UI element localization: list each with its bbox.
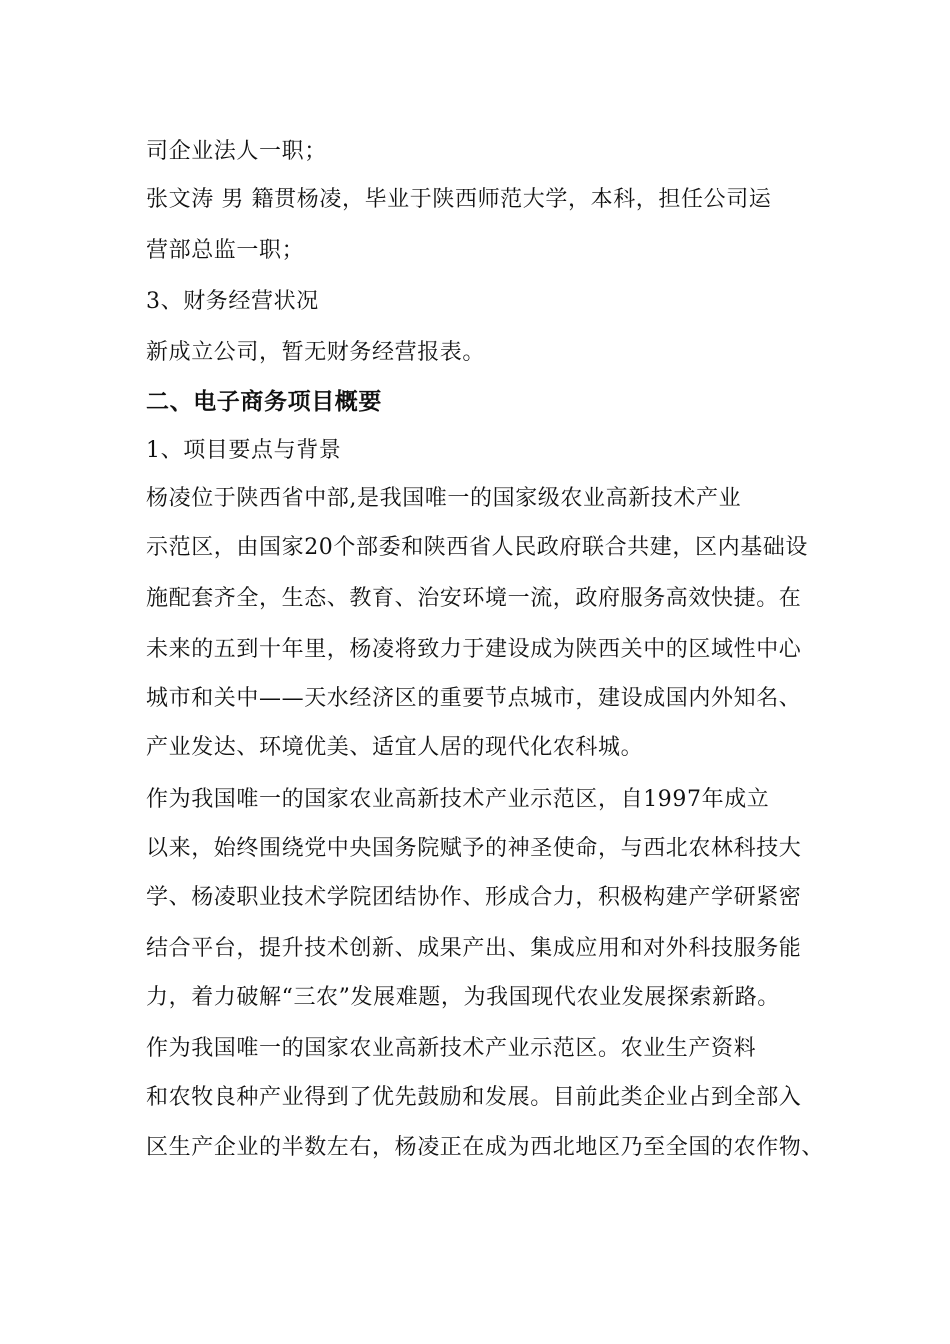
- text-line: 以来，始终围绕党中央国务院赋予的神圣使命，与西北农林科技大: [146, 836, 802, 861]
- text-line: 区生产企业的半数左右，杨凌正在成为西北地区乃至全国的农作物、: [146, 1135, 825, 1160]
- text-line: 营部总监一职；: [146, 238, 305, 263]
- text-line: 未来的五到十年里，杨凌将致力于建设成为陕西关中的区域性中心: [146, 637, 802, 662]
- text-line: 3、财务经营状况: [146, 289, 319, 314]
- text-line: 力，着力破解“三农”发展难题，为我国现代农业发展探索新路。: [146, 985, 780, 1010]
- text-line: 和农牧良种产业得到了优先鼓励和发展。目前此类企业占到全部入: [146, 1085, 802, 1110]
- text-line: 产业发达、环境优美、适宜人居的现代化农科城。: [146, 735, 644, 760]
- subsection-heading: 1、项目要点与背景: [146, 438, 342, 463]
- text-line: 城市和关中——天水经济区的重要节点城市，建设成国内外知名、: [146, 686, 802, 711]
- text-line: 司企业法人一职；: [146, 139, 327, 164]
- text-line: 示范区，由国家20个部委和陕西省人民政府联合共建，区内基础设: [146, 535, 808, 560]
- text-line: 新成立公司，暂无财务经营报表。: [146, 340, 486, 365]
- text-line: 施配套齐全，生态、教育、治安环境一流，政府服务高效快捷。在: [146, 586, 802, 611]
- text-line: 杨凌位于陕西省中部,是我国唯一的国家级农业高新技术产业: [146, 486, 742, 511]
- text-line: 作为我国唯一的国家农业高新技术产业示范区，自1997年成立: [146, 787, 770, 812]
- text-line: 学、杨凌职业技术学院团结协作、形成合力，积极构建产学研紧密: [146, 885, 802, 910]
- text-line: 张文涛 男 籍贯杨凌，毕业于陕西师范大学，本科，担任公司运: [146, 187, 772, 212]
- text-line: 结合平台，提升技术创新、成果产出、集成应用和对外科技服务能: [146, 936, 802, 961]
- text-line: 作为我国唯一的国家农业高新技术产业示范区。农业生产资料: [146, 1036, 757, 1061]
- section-heading: 二、电子商务项目概要: [146, 388, 382, 415]
